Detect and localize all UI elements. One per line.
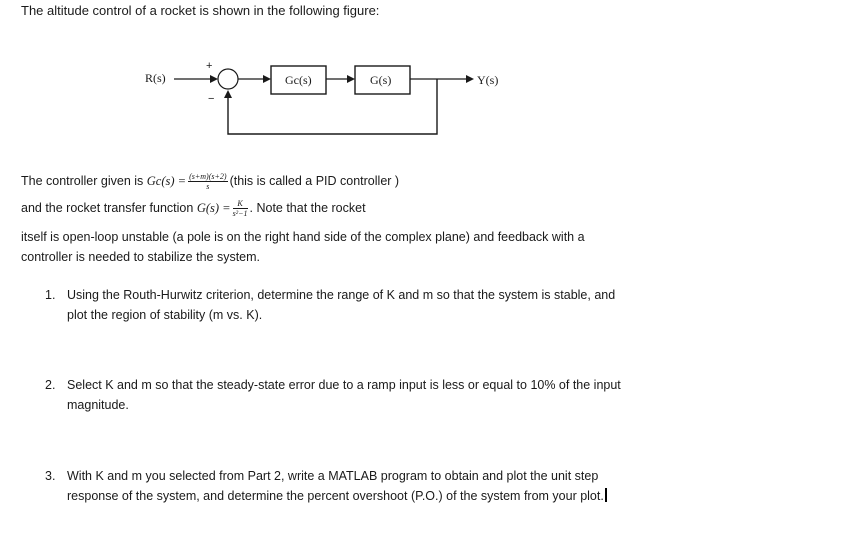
- plant-lhs: G(s) =: [196, 200, 231, 215]
- controller-block-label: Gc(s): [285, 73, 312, 87]
- block-diagram: [0, 0, 854, 160]
- sum-to-controller-arrowhead: [263, 75, 271, 83]
- plant-block-label: G(s): [370, 73, 392, 87]
- description-paragraph: itself is open-loop unstable (a pole is on the right hand side of the complex plane) and feedback with a controller is needed to stabilize the system.: [21, 230, 585, 264]
- question-text: With K and m you selected from Part 2, write a MATLAB program to obtain and plot the unit step response of the system, and determine the percent overshoot (P.O.) of the system from your plot.: [67, 469, 604, 503]
- controller-line: [21, 172, 399, 191]
- question-number: 1.: [45, 288, 56, 302]
- input-label: R(s): [145, 71, 166, 85]
- controller-suffix: (this is called a PID controller ): [229, 173, 400, 188]
- question-number: 2.: [45, 378, 56, 392]
- plant-denominator: s²−1: [232, 209, 248, 218]
- question-number: 3.: [45, 469, 56, 483]
- controller-to-plant-arrowhead: [347, 75, 355, 83]
- output-arrowhead: [466, 75, 474, 83]
- plus-sign: +: [206, 60, 213, 72]
- controller-denominator: s: [206, 182, 210, 191]
- question-text-3[interactable]: [67, 466, 637, 506]
- plant-fraction: [233, 199, 248, 218]
- controller-numerator: (s+m)(s+2): [189, 172, 227, 181]
- intro-text: The altitude control of a rocket is shown in the following figure:: [21, 3, 380, 18]
- minus-sign: −: [208, 93, 215, 105]
- text-cursor: [605, 488, 607, 502]
- plant-suffix: . Note that the rocket: [249, 200, 366, 215]
- controller-lhs: Gc(s) =: [146, 173, 187, 188]
- question-text: Select K and m so that the steady-state error due to a ramp input is less or equal to 10% of the input magnitude.: [67, 378, 621, 412]
- output-label: Y(s): [477, 73, 499, 87]
- feedback-arrowhead: [224, 90, 232, 98]
- question-text: Using the Routh-Hurwitz criterion, determine the range of K and m so that the system is stable, and plot the region of stability (m vs. K).: [67, 288, 616, 322]
- plant-line: [21, 199, 366, 218]
- input-arrowhead: [210, 75, 218, 83]
- controller-fraction: [188, 172, 227, 191]
- plant-numerator: K: [233, 199, 248, 209]
- summing-junction: [218, 69, 238, 89]
- plant-prefix: and the rocket transfer function: [21, 200, 194, 215]
- controller-prefix: The controller given is: [21, 173, 144, 188]
